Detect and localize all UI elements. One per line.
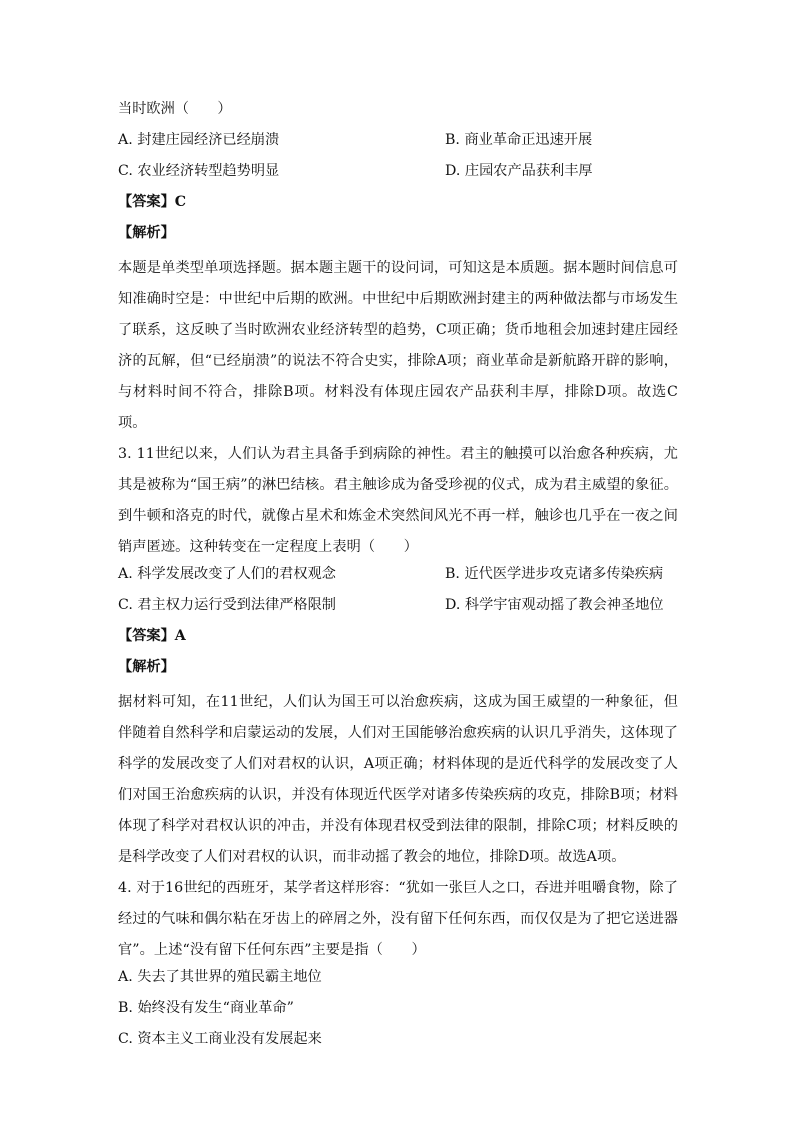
question-stem-end: 当时欧洲（ ） [118,101,232,117]
option-c: C. 农业经济转型趋势明显 [118,163,280,179]
analysis-text: 据材料可知，在11世纪，人们认为国王可以治愈疾病，这成为国王威望的一种象征，但伴随着自然科学和启蒙运动的发展，人们对王国能够治愈疾病的认识几乎消失，这体现了科学的发展改变了人们对君权的认识，A项正确；材料体现的是近代科学的发展改变了人们对国王治愈疾病的认识，并没有体现近代医学对诸多传染疾病的攻克，排除B项；材料体现了科学对君权认识的冲击，并没有体现君权受到法律的限制，排除C项；材料反映的是科学改变了人们对君权的认识，而非动摇了教会的地位，排除D项。故选A项。 [118,694,678,865]
option-c: C. 资本主义工商业没有发展起来 [118,1031,322,1047]
option-d: D. 科学宇宙观动摇了教会神圣地位 [445,597,664,613]
analysis-label: 【解析】 [118,659,175,675]
option-b: B. 商业革命正迅速开展 [445,132,593,148]
answer-label: 【答案】A [118,628,186,644]
question-3-stem: 3. 11世纪以来，人们认为君主具备手到病除的神性。君主的触摸可以治愈各种疾病，尤其是被称为“国王病”的淋巴结核。君主触诊成为备受珍视的仪式，成为君主威望的象征。到牛顿和洛克的时代，就像占星术和炼金术突然间风光不再一样，触诊也几乎在一夜之间销声匿迹。这种转变在一定程度上表明（ ） [118,446,678,555]
analysis-label: 【解析】 [118,225,175,241]
option-a: A. 封建庄园经济已经崩溃 [118,132,280,148]
option-a: A. 科学发展改变了人们的君权观念 [118,566,336,582]
option-b: B. 始终没有发生“商业革命” [118,1000,294,1016]
analysis-text: 本题是单类型单项选择题。据本题主题干的设问词，可知这是本质题。据本题时间信息可知准确时空是：中世纪中后期的欧洲。中世纪中后期欧洲封建主的两种做法都与市场发生了联系，这反映了当时欧洲农业经济转型的趋势，C项正确；货币地租会加速封建庄园经济的瓦解，但“已经崩溃”的说法不符合史实，排除A项；商业革命是新航路开辟的影响，与材料时间不符合，排除B项。材料没有体现庄园农产品获利丰厚，排除D项。故选C项。 [118,260,678,431]
answer-label: 【答案】C [118,194,187,210]
option-a: A. 失去了其世界的殖民霸主地位 [118,969,322,985]
option-b: B. 近代医学进步攻克诸多传染疾病 [445,566,664,582]
options-row [118,594,678,625]
options-row [118,563,678,594]
option-row [118,1028,678,1059]
option-row [118,966,678,997]
question-4-stem: 4. 对于16世纪的西班牙，某学者这样形容：“犹如一张巨人之口，吞进并咀嚼食物，除了经过的气味和偶尔粘在牙齿上的碎屑之外，没有留下任何东西，而仅仅是为了把它送进器官”。上述“没有留下任何东西”主要是指（ ） [118,880,678,958]
options-row [118,129,678,160]
options-row [118,160,678,191]
option-row [118,997,678,1028]
option-d: D. 庄园农产品获利丰厚 [445,163,593,179]
exam-page [118,98,678,1059]
option-c: C. 君主权力运行受到法律严格限制 [118,597,336,613]
